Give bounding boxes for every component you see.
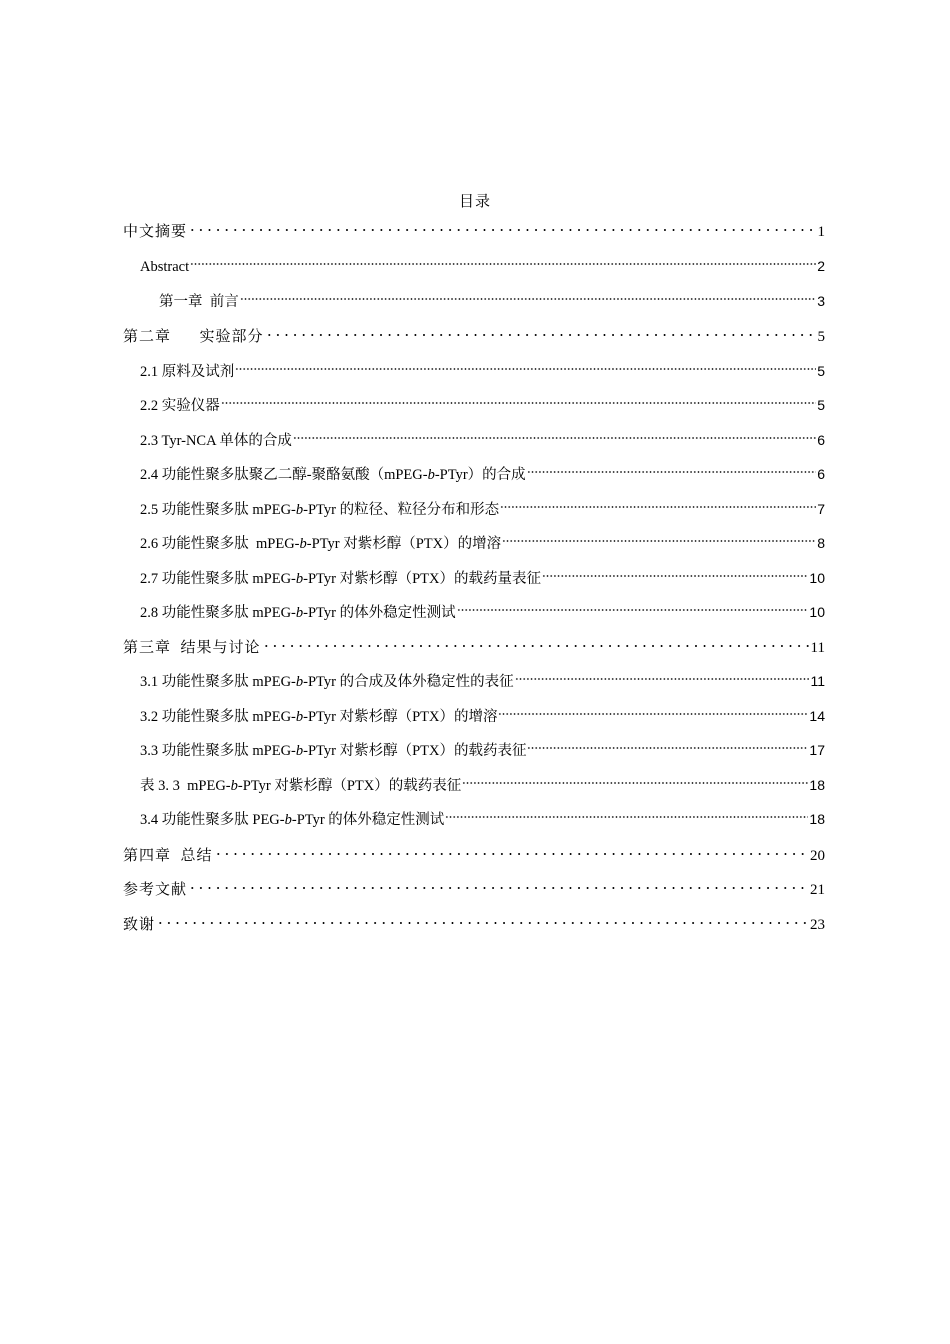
toc-entry-label: 3.1 功能性聚多肽 mPEG-b-PTyr 的合成及体外稳定性的表征 — [140, 674, 514, 690]
toc-page-number: 23 — [810, 917, 825, 933]
toc-entry-label: 2.7 功能性聚多肽 mPEG-b-PTyr 对紫杉醇（PTX）的载药量表征 — [140, 571, 541, 587]
toc-page-number: 2 — [817, 258, 825, 274]
toc-entry-section-2-2[interactable] — [140, 386, 825, 414]
toc-entry-abstract-cn[interactable] — [123, 212, 825, 240]
dot-leader — [542, 559, 808, 583]
toc-entry-label: 3.3 功能性聚多肽 mPEG-b-PTyr 对紫杉醇（PTX）的载药表征 — [140, 743, 527, 759]
dot-leader — [188, 870, 809, 894]
toc-entry-section-2-5[interactable] — [140, 490, 825, 518]
toc-entry-table-3-3[interactable] — [140, 766, 825, 794]
toc-entry-references[interactable] — [123, 870, 825, 898]
toc-entry-label: 2.8 功能性聚多肽 mPEG-b-PTyr 的体外稳定性测试 — [140, 605, 456, 621]
toc-page-number: 17 — [809, 742, 825, 758]
toc-entry-abstract-en[interactable] — [140, 247, 825, 275]
toc-entry-label: 第一章 前言 — [159, 294, 239, 310]
toc-entry-label: 致谢 — [123, 917, 156, 933]
dot-leader — [515, 662, 810, 686]
toc-entry-section-3-1[interactable] — [140, 662, 825, 690]
toc-page-number: 3 — [817, 293, 825, 309]
toc-entry-label: 3.4 功能性聚多肽 PEG-b-PTyr 的体外稳定性测试 — [140, 812, 445, 828]
toc-entry-label: 3.2 功能性聚多肽 mPEG-b-PTyr 对紫杉醇（PTX）的增溶 — [140, 709, 498, 725]
toc-entry-chapter-2[interactable] — [123, 317, 825, 345]
dot-leader — [262, 628, 810, 652]
dot-leader — [188, 212, 816, 236]
toc-entry-section-3-2[interactable] — [140, 697, 825, 725]
toc-entry-acknowledgements[interactable] — [123, 905, 825, 933]
toc-page-number: 20 — [810, 848, 825, 864]
toc-entry-chapter-3[interactable] — [123, 628, 825, 656]
dot-leader — [240, 282, 816, 306]
dot-leader — [156, 905, 809, 929]
toc-entry-label: 2.1 原料及试剂 — [140, 364, 235, 380]
toc-page-number: 18 — [809, 811, 825, 827]
toc-entry-label: 第四章 总结 — [123, 848, 213, 864]
toc-entry-section-3-3[interactable] — [140, 731, 825, 759]
toc-entry-label: 2.6 功能性聚多肽 mPEG-b-PTyr 对紫杉醇（PTX）的增溶 — [140, 536, 502, 552]
dot-leader — [214, 836, 809, 860]
toc-entry-section-2-3[interactable] — [140, 421, 825, 449]
dot-leader — [265, 317, 817, 341]
toc-entry-label: 2.3 Tyr-NCA 单体的合成 — [140, 433, 292, 449]
toc-page-number: 5 — [817, 363, 825, 379]
dot-leader — [190, 247, 816, 271]
toc-entry-section-3-4[interactable] — [140, 800, 825, 828]
toc-page-number: 8 — [817, 535, 825, 551]
toc-entry-section-2-1[interactable] — [140, 352, 825, 380]
dot-leader — [445, 800, 808, 824]
dot-leader — [527, 455, 817, 479]
dot-leader — [221, 386, 816, 410]
toc-entry-label: 2.2 实验仪器 — [140, 398, 220, 414]
toc-entry-label: 参考文献 — [123, 882, 188, 898]
toc-entry-label: Abstract — [140, 259, 190, 275]
dot-leader — [527, 731, 808, 755]
dot-leader — [293, 421, 816, 445]
toc-page-number: 11 — [810, 673, 825, 689]
toc-entry-section-2-7[interactable] — [140, 559, 825, 587]
toc-entry-label: 2.4 功能性聚多肽聚乙二醇-聚酪氨酸（mPEG-b-PTyr）的合成 — [140, 467, 526, 483]
toc-page-number: 5 — [817, 397, 825, 413]
dot-leader — [498, 697, 808, 721]
toc-page-number: 6 — [817, 432, 825, 448]
toc-page-number: 10 — [809, 604, 825, 620]
toc-page-number: 14 — [809, 708, 825, 724]
toc-entry-section-2-4[interactable] — [140, 455, 825, 483]
dot-leader — [500, 490, 816, 514]
toc-entry-label: 表 3. 3 mPEG-b-PTyr 对紫杉醇（PTX）的载药表征 — [140, 778, 462, 794]
toc-entry-label: 2.5 功能性聚多肽 mPEG-b-PTyr 的粒径、粒径分布和形态 — [140, 502, 500, 518]
toc-page-number: 7 — [817, 501, 825, 517]
toc-entry-label: 第二章 实验部分 — [123, 329, 264, 345]
toc-entry-section-2-8[interactable] — [140, 593, 825, 621]
toc-page-number: 21 — [810, 882, 825, 898]
toc-title: 目录 — [458, 194, 491, 210]
dot-leader — [235, 352, 816, 376]
dot-leader — [457, 593, 809, 617]
toc-entry-label: 第三章 结果与讨论 — [123, 640, 261, 656]
toc-entry-section-2-6[interactable] — [140, 524, 825, 552]
dot-leader — [502, 524, 816, 548]
toc-page-number: 5 — [817, 329, 825, 345]
toc-entry-chapter-4[interactable] — [123, 836, 825, 864]
toc-entry-label: 中文摘要 — [123, 224, 188, 240]
toc-page-number: 1 — [817, 224, 825, 240]
dot-leader — [462, 766, 808, 790]
toc-page-number: 10 — [809, 570, 825, 586]
toc-entry-chapter-1[interactable] — [159, 282, 825, 310]
toc-page-number: 6 — [817, 466, 825, 482]
toc-page-number: 18 — [809, 777, 825, 793]
toc-page-number: 11 — [810, 640, 825, 656]
